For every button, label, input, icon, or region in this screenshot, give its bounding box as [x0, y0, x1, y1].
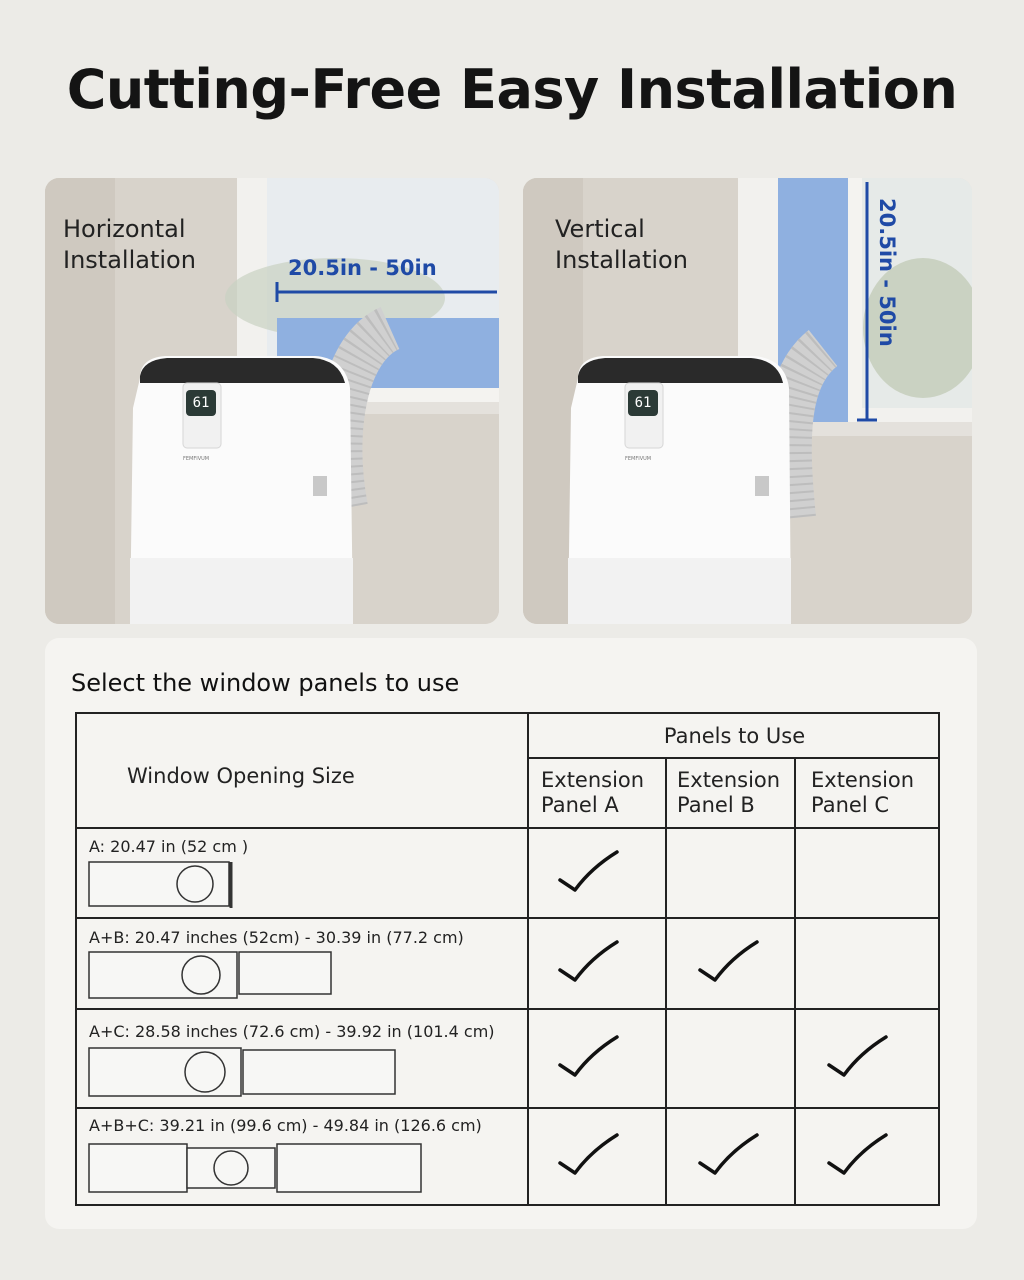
grid-line	[665, 758, 667, 1204]
label-line: Vertical	[555, 215, 645, 243]
checkmark-icon	[557, 1133, 621, 1181]
column-header-line: Panel A	[541, 793, 619, 817]
grid-line	[527, 757, 940, 759]
row-label-a-c: A+C: 28.58 inches (72.6 cm) - 39.92 in (101.4 cm)	[89, 1022, 495, 1041]
panels-to-use-header: Panels to Use	[663, 724, 806, 748]
horizontal-installation-label	[63, 214, 196, 276]
panel-table	[75, 712, 940, 1206]
panel-section-title: Select the window panels to use	[71, 669, 460, 697]
label-line: Installation	[63, 246, 196, 274]
column-header-line: Panel B	[677, 793, 755, 817]
panel-selection-card	[45, 638, 977, 1229]
column-header-line: Extension	[677, 768, 781, 792]
vertical-installation-photo	[523, 178, 972, 624]
checkmark-icon	[557, 850, 621, 898]
diagram-row-a-b-c	[89, 1144, 421, 1192]
diagram-row-a-c	[89, 1048, 395, 1096]
column-header-panel-b	[677, 768, 780, 818]
device-display: 61	[634, 395, 652, 411]
column-header-panel-c	[811, 768, 914, 818]
grid-line	[794, 758, 796, 1204]
brand-mark: FEMFIVUM	[183, 456, 210, 462]
column-header-line: Extension	[541, 768, 645, 792]
label-line: Installation	[555, 246, 688, 274]
vertical-measure-label: 20.5in - 50in	[875, 198, 899, 347]
diagram-row-a	[89, 862, 231, 908]
panel-diagrams	[77, 714, 527, 1204]
horizontal-measure-label: 20.5in - 50in	[288, 256, 437, 280]
checkmark-icon	[557, 1035, 621, 1083]
row-label-a: A: 20.47 in (52 cm )	[89, 837, 249, 856]
checkmark-icon	[826, 1133, 890, 1181]
checkmark-icon	[557, 940, 621, 988]
checkmark-icon	[697, 940, 761, 988]
horizontal-installation-photo	[45, 178, 499, 624]
column-header-line: Panel C	[811, 793, 889, 817]
checkmark-icon	[697, 1133, 761, 1181]
headline: Cutting-Free Easy Installation	[66, 58, 958, 121]
grid-line	[527, 714, 529, 1204]
column-header-line: Extension	[811, 768, 915, 792]
brand-mark: FEMFIVUM	[625, 456, 652, 462]
label-line: Horizontal	[63, 215, 186, 243]
column-header-panel-a	[541, 768, 644, 818]
row-label-a-b-c: A+B+C: 39.21 in (99.6 cm) - 49.84 in (126.6 cm)	[89, 1116, 482, 1135]
diagram-row-a-b	[89, 952, 331, 998]
device-display: 61	[192, 395, 210, 411]
window-opening-size-header: Window Opening Size	[127, 764, 355, 788]
vertical-installation-label	[555, 214, 688, 276]
row-label-a-b: A+B: 20.47 inches (52cm) - 30.39 in (77.2 cm)	[89, 928, 464, 947]
checkmark-icon	[826, 1035, 890, 1083]
